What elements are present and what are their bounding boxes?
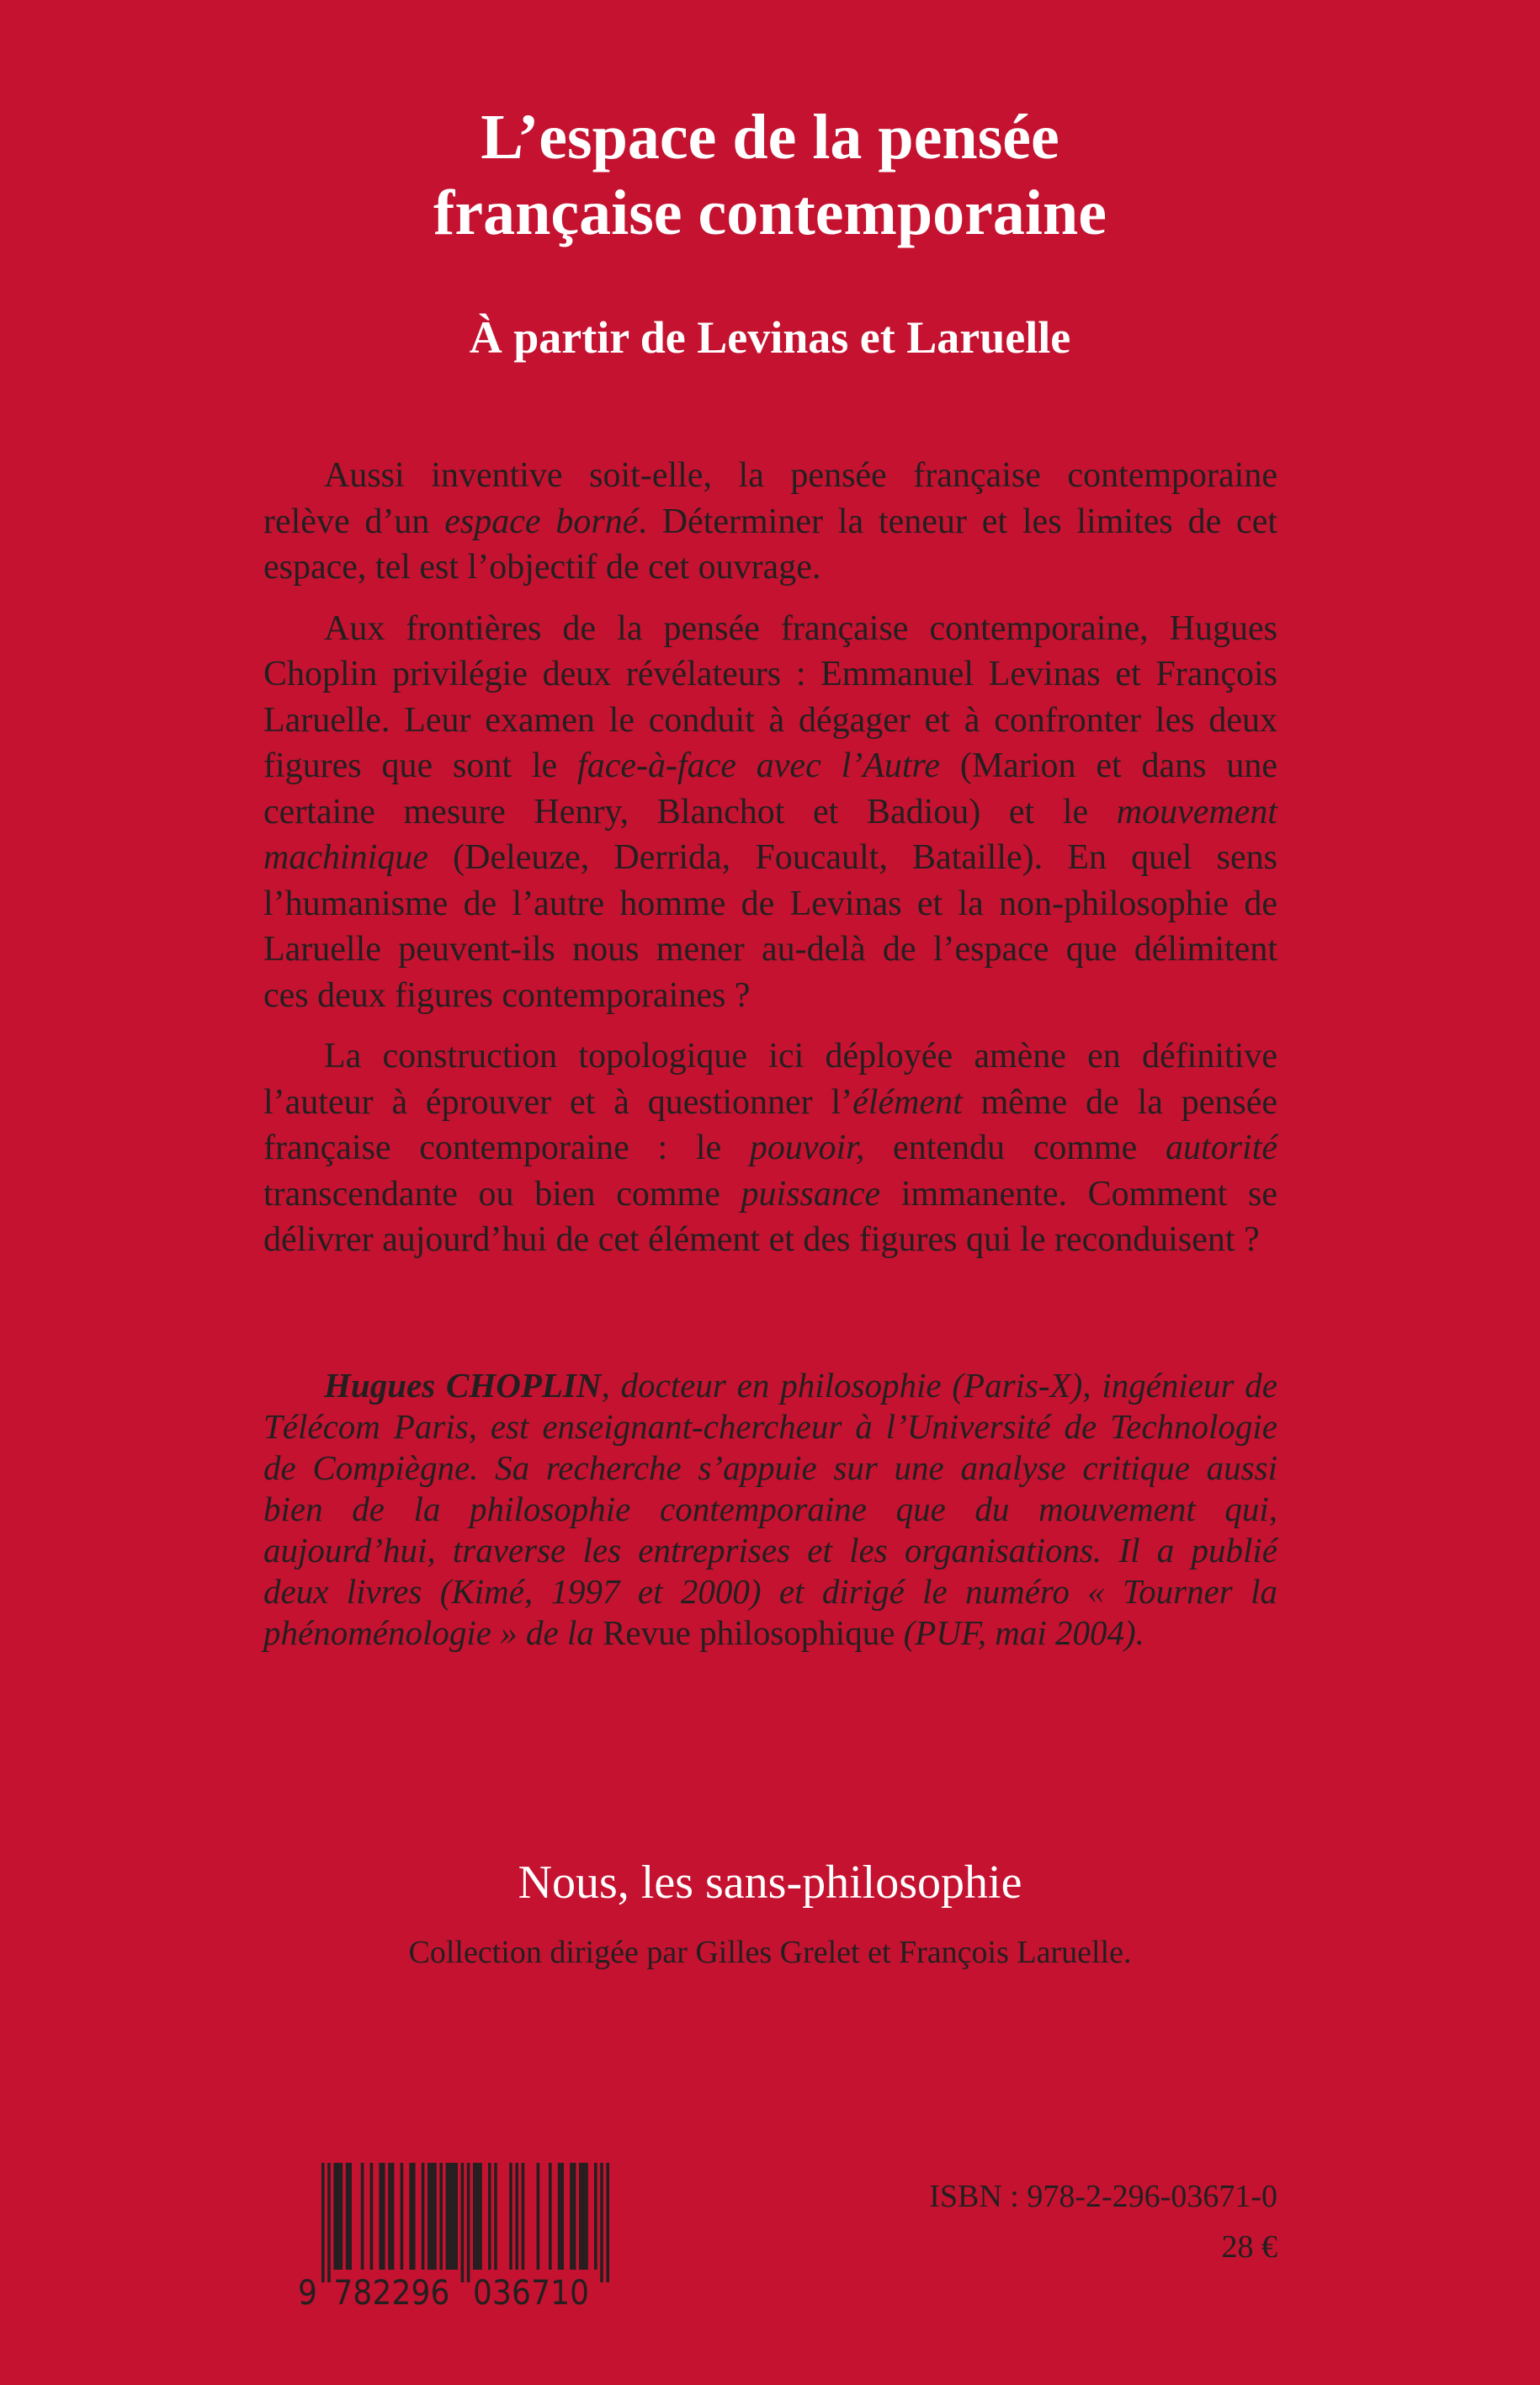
barcode-bar — [522, 2163, 525, 2270]
barcode-bar — [476, 2163, 480, 2270]
text-segment: bien de la philosophie contemporaine que du mouvement qui, — [263, 1490, 1277, 1528]
text-segment: ces deux figures contemporaines ? — [263, 975, 751, 1015]
text-line — [263, 1171, 1277, 1218]
barcode-bar — [570, 2163, 573, 2270]
text-line — [263, 973, 1277, 1019]
text-line — [263, 1406, 1277, 1447]
barcode-digits: 782296 — [333, 2274, 450, 2310]
collection-name: Nous, les sans-philosophie — [518, 1856, 1022, 1909]
text-segment: machinique — [263, 838, 428, 877]
barcode-digits: 9 — [298, 2274, 317, 2310]
blurb — [263, 453, 1277, 1278]
barcode-bar — [370, 2163, 374, 2270]
text-line — [263, 1125, 1277, 1171]
text-segment: (Deleuze, Derrida, Foucault, Bataille). En quel sens — [427, 838, 1277, 877]
barcode-bar — [537, 2163, 540, 2270]
barcode-bar — [431, 2163, 434, 2270]
text-line — [263, 651, 1277, 698]
text-segment: entendu comme — [864, 1129, 1166, 1167]
text-segment: espace borné — [444, 502, 639, 541]
text-line — [263, 1217, 1277, 1263]
text-segment: phénoménologie » de la — [263, 1613, 603, 1652]
text-line — [263, 1365, 1277, 1406]
barcode-bar — [515, 2163, 518, 2270]
barcode-bar — [449, 2163, 452, 2270]
text-line — [263, 606, 1277, 652]
text-line — [263, 544, 1277, 591]
title-line: L’espace de la pensée — [481, 102, 1059, 173]
text-line — [263, 1489, 1277, 1530]
blurb-paragraph — [263, 606, 1277, 1019]
barcode-bar — [509, 2163, 512, 2270]
text-segment: délivrer aujourd’hui de cet élément et des figures qui le reconduisent ? — [263, 1220, 1260, 1259]
barcode-bar — [382, 2163, 385, 2270]
text-line — [263, 499, 1277, 545]
text-line — [263, 1612, 1277, 1654]
text-line — [263, 789, 1277, 836]
book-title — [0, 99, 1540, 251]
text-segment: La construction topologique ici déployée amène en définitive — [324, 1037, 1277, 1076]
text-line — [263, 927, 1277, 973]
barcode-bar — [409, 2163, 412, 2270]
barcode-bar — [606, 2163, 609, 2282]
text-segment: , docteur en philosophie (Paris-X), ingénieur de — [601, 1366, 1277, 1405]
barcode-bar — [549, 2163, 552, 2270]
text-line — [263, 1447, 1277, 1489]
barcode-bar — [321, 2163, 325, 2282]
barcode-bar — [585, 2163, 588, 2270]
text-line — [263, 881, 1277, 927]
text-line — [263, 698, 1277, 744]
text-segment: Télécom Paris, est enseignant-chercheur à l’Université de Technologie — [263, 1407, 1277, 1446]
barcode-bar — [467, 2163, 470, 2282]
barcode-bar — [560, 2163, 564, 2270]
blurb-paragraph — [263, 453, 1277, 591]
barcode-bar — [452, 2163, 455, 2270]
text-segment: deux livres (Kimé, 1997 et 2000) et dirigé le numéro « Tourner la — [263, 1572, 1277, 1611]
text-segment: certaine mesure Henry, Blanchot et Badiou) et le — [263, 792, 1117, 831]
text-segment: Aux frontières de la pensée française contemporaine, Hugues — [324, 608, 1277, 648]
price: 28 € — [1221, 2229, 1277, 2265]
text-segment: mouvement — [1116, 792, 1277, 831]
text-segment: pouvoir, — [749, 1129, 865, 1167]
barcode-bar — [401, 2163, 404, 2270]
text-segment: aujourd’hui, traverse les entreprises et les organisations. Il a publié — [263, 1531, 1277, 1570]
text-segment: transcendante ou bien comme — [263, 1174, 741, 1214]
barcode-bar — [388, 2163, 391, 2270]
barcode-bar — [333, 2163, 337, 2270]
text-segment: même de la pensée — [962, 1082, 1277, 1122]
text-segment: Choplin privilégie deux révélateurs : Emmanuel Levinas et François — [263, 655, 1277, 693]
text-segment: relève d’un — [263, 502, 445, 541]
barcode-bar — [494, 2163, 497, 2270]
barcode-bar — [461, 2163, 465, 2282]
barcode-digits: 036710 — [473, 2274, 589, 2310]
barcode-bar — [422, 2163, 425, 2270]
barcode-bar — [579, 2163, 582, 2270]
text-line — [263, 453, 1277, 499]
barcode-bar — [479, 2163, 482, 2270]
barcode-bar — [488, 2163, 491, 2270]
text-segment: l’auteur à éprouver et à questionner l’ — [263, 1082, 853, 1122]
barcode — [296, 2163, 640, 2310]
barcode-bar — [391, 2163, 395, 2270]
text-segment: (Marion et dans une — [939, 746, 1277, 785]
barcode-bar — [600, 2163, 603, 2282]
text-segment: autorité — [1166, 1129, 1278, 1167]
text-line — [263, 1571, 1277, 1612]
barcode-bar — [327, 2163, 331, 2282]
text-line — [263, 743, 1277, 789]
collection-directors: Collection dirigée par Gilles Grelet et François Laruelle. — [408, 1935, 1132, 1970]
blurb-paragraph — [263, 1033, 1277, 1263]
text-segment: Aussi inventive soit-elle, la pensée française contemporaine — [324, 456, 1277, 495]
text-segment: puissance — [741, 1174, 881, 1214]
barcode-bar — [454, 2163, 458, 2270]
book-subtitle: À partir de Levinas et Laruelle — [469, 312, 1071, 363]
barcode-bar — [412, 2163, 416, 2270]
text-segment: élément — [852, 1082, 963, 1122]
text-segment: immanente. Comment se — [880, 1174, 1278, 1214]
barcode-bar — [346, 2163, 349, 2270]
barcode-bar — [573, 2163, 576, 2270]
text-segment: espace, tel est l’objectif de cet ouvrage. — [263, 548, 821, 587]
barcode-bar — [361, 2163, 364, 2270]
text-segment: Laruelle. Leur examen le conduit à dégager et à confronter les deux — [263, 700, 1277, 740]
text-segment: Laruelle peuvent-ils nous mener au-delà de l’espace que délimitent — [263, 930, 1277, 969]
barcode-bar — [439, 2163, 443, 2270]
text-segment: figures que sont le — [263, 746, 578, 785]
barcode-bar — [473, 2163, 476, 2270]
barcode-bar — [427, 2163, 431, 2270]
text-segment: (PUF, mai 2004). — [895, 1613, 1144, 1652]
text-line — [263, 1530, 1277, 1571]
text-segment: . Déterminer la teneur et les limites de cet — [638, 502, 1277, 541]
author-bio — [263, 1365, 1277, 1654]
text-line — [263, 1080, 1277, 1126]
text-segment: française contemporaine : le — [263, 1129, 750, 1167]
barcode-bar — [558, 2163, 561, 2270]
barcode-bar — [340, 2163, 343, 2270]
title-line: française contemporaine — [433, 178, 1107, 248]
barcode-bar — [446, 2163, 449, 2270]
barcode-bar — [379, 2163, 382, 2270]
text-segment: Hugues CHOPLIN — [324, 1366, 602, 1405]
barcode-bar — [594, 2163, 597, 2270]
barcode-bar — [582, 2163, 586, 2270]
text-segment: l’humanisme de l’autre homme de Levinas et la non-philosophie de — [263, 884, 1277, 923]
text-segment: Revue philosophique — [603, 1613, 895, 1652]
barcode-bar — [433, 2163, 437, 2270]
text-segment: de Compiègne. Sa recherche s’appuie sur une analyse critique aussi — [263, 1448, 1277, 1487]
text-line — [263, 1033, 1277, 1080]
text-line — [263, 835, 1277, 881]
barcode-bar — [337, 2163, 340, 2270]
isbn: ISBN : 978-2-296-03671-0 — [929, 2179, 1277, 2214]
text-segment: face-à-face avec l’Autre — [577, 746, 940, 785]
barcode-bar — [348, 2163, 352, 2270]
